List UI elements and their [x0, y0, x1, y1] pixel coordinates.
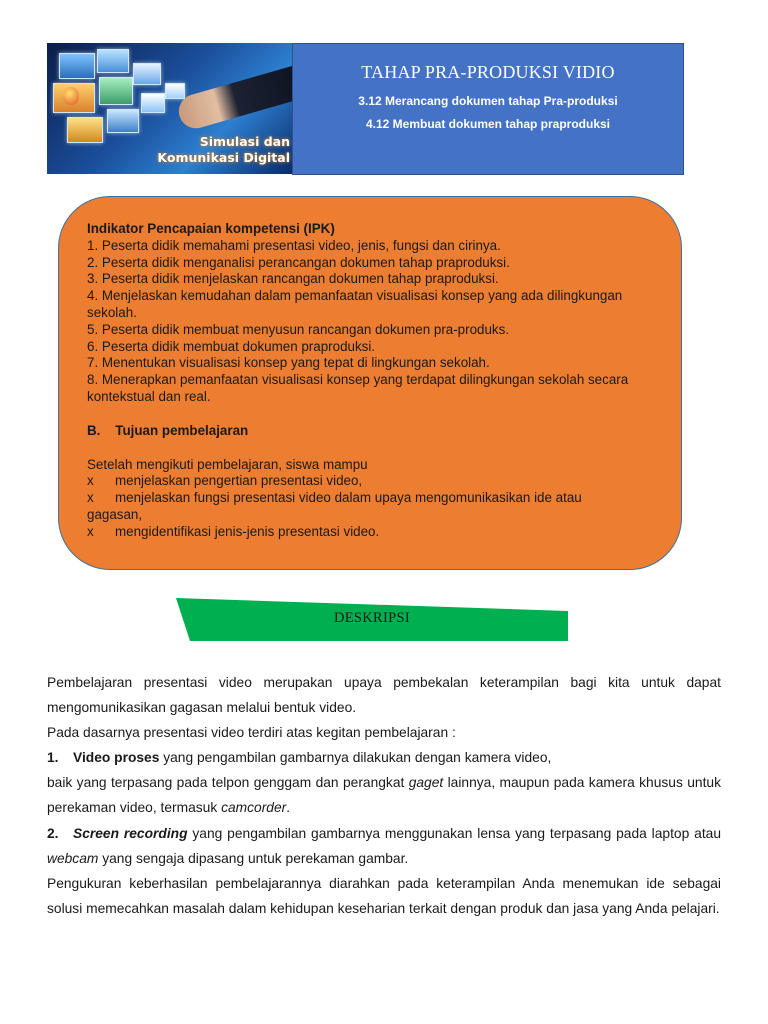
reaching-hand-graphic	[175, 64, 292, 133]
banner-caption-line-1: Simulasi dan	[199, 134, 290, 149]
list-item	[47, 821, 721, 871]
banner-caption-line-2: Komunikasi Digital	[157, 150, 290, 165]
tujuan-item: menjelaskan pengertian presentasi video,	[115, 473, 363, 489]
item-number: 1.	[47, 750, 59, 766]
photo-tile	[165, 83, 185, 99]
tujuan-intro: Setelah mengikuti pembelajaran, siswa mampu	[87, 456, 368, 472]
ipk-item: 3. Peserta didik menjelaskan rancangan dokumen tahap praproduksi.	[87, 271, 499, 287]
tujuan-item: mengidentifikasi jenis-jenis presentasi video.	[115, 523, 380, 539]
ipk-item: 7. Menentukan visualisasi konsep yang tepat di lingkungan sekolah.	[87, 355, 490, 371]
competency-3-12: 3.12 Merancang dokumen tahap Pra-produksi	[358, 94, 618, 108]
banner-caption	[157, 134, 290, 166]
paragraph: Pada dasarnya presentasi video terdiri atas kegitan pembelajaran :	[47, 725, 456, 741]
hot-air-balloon-icon	[63, 87, 79, 105]
bullet-mark: x	[87, 523, 94, 539]
emphasis-gaget: gaget	[408, 775, 444, 791]
photo-tile	[99, 77, 133, 105]
list-item	[87, 473, 632, 490]
text-run: baik yang terpasang pada telpon genggam dan perangkat	[47, 775, 409, 791]
bullet-mark: x	[87, 490, 94, 506]
photo-tile	[59, 53, 95, 79]
text-run: lainnya, maupun pada kamera khusus untuk perekaman video, termasuk	[47, 775, 721, 816]
ipk-item: 2. Peserta didik menganalisi perancangan dokumen tahap praproduksi.	[87, 254, 510, 270]
tujuan-item: menjelaskan fungsi presentasi video dalam upaya mengomunikasikan ide atau gagasan,	[87, 490, 582, 522]
competency-4-12: 4.12 Membuat dokumen tahap praproduksi	[365, 117, 611, 131]
photo-tile	[141, 93, 165, 113]
list-item	[87, 524, 632, 541]
photo-tile	[133, 63, 161, 85]
deskripsi-label: DESKRIPSI	[333, 610, 411, 626]
photo-tile	[67, 117, 103, 143]
ipk-item: 5. Peserta didik membuat menyusun rancangan dokumen pra-produks.	[87, 321, 510, 337]
ipk-heading: Indikator Pencapaian kompetensi (IPK)	[87, 221, 335, 236]
ipk-item: 1. Peserta didik memahami presentasi video, jenis, fungsi dan cirinya.	[87, 237, 501, 253]
page-title: TAHAP PRA-PRODUKSI VIDIO	[361, 62, 615, 82]
paragraph	[47, 770, 721, 820]
text-run: yang pengambilan gambarnya menggunakan lensa yang terpasang pada laptop atau	[187, 825, 721, 841]
tujuan-heading: B. Tujuan pembelajaran	[87, 422, 249, 438]
emphasis-camcorder: camcorder	[221, 800, 287, 816]
text-run: yang sengaja dipasang untuk perekaman gambar.	[98, 850, 409, 866]
text-run: .	[286, 800, 291, 816]
item-number: 2.	[47, 825, 59, 841]
header-banner-image	[47, 43, 292, 174]
ipk-item: 8. Menerapkan pemanfaatan visualisasi konsep yang terdapat dilingkungan sekolah secara kontekstual dan real.	[87, 372, 629, 404]
photo-tile	[97, 49, 129, 73]
list-item	[47, 745, 721, 770]
photo-tile	[107, 109, 139, 133]
paragraph: Pengukuran keberhasilan pembelajarannya diarahkan pada keterampilan Anda menemukan ide sebagai solusi memecahkan masalah dalam kehidupan keseharian terkait dengan produk dan jasa yang Anda pelajari.	[47, 875, 721, 916]
list-item	[87, 490, 632, 524]
emphasis-webcam: webcam	[47, 850, 99, 866]
title-box	[292, 43, 684, 175]
deskripsi-banner	[176, 598, 568, 641]
item-text: yang pengambilan gambarnya dilakukan dengan kamera video,	[159, 750, 552, 766]
ipk-content	[87, 221, 632, 541]
ipk-box	[58, 196, 682, 570]
term-screen-recording: Screen recording	[73, 825, 188, 841]
term-video-proses: Video proses	[73, 750, 160, 766]
paragraph: Pembelajaran presentasi video merupakan upaya pembekalan keterampilan bagi kita untuk dapat mengomunikasikan gagasan melalui bentuk video.	[47, 675, 721, 716]
bullet-mark: x	[87, 473, 94, 489]
ipk-item: 4. Menjelaskan kemudahan dalam pemanfaatan visualisasi konsep yang ada dilingkungan sekolah.	[87, 288, 623, 320]
ipk-item: 6. Peserta didik membuat dokumen praproduksi.	[87, 338, 376, 354]
description-body	[47, 670, 721, 921]
